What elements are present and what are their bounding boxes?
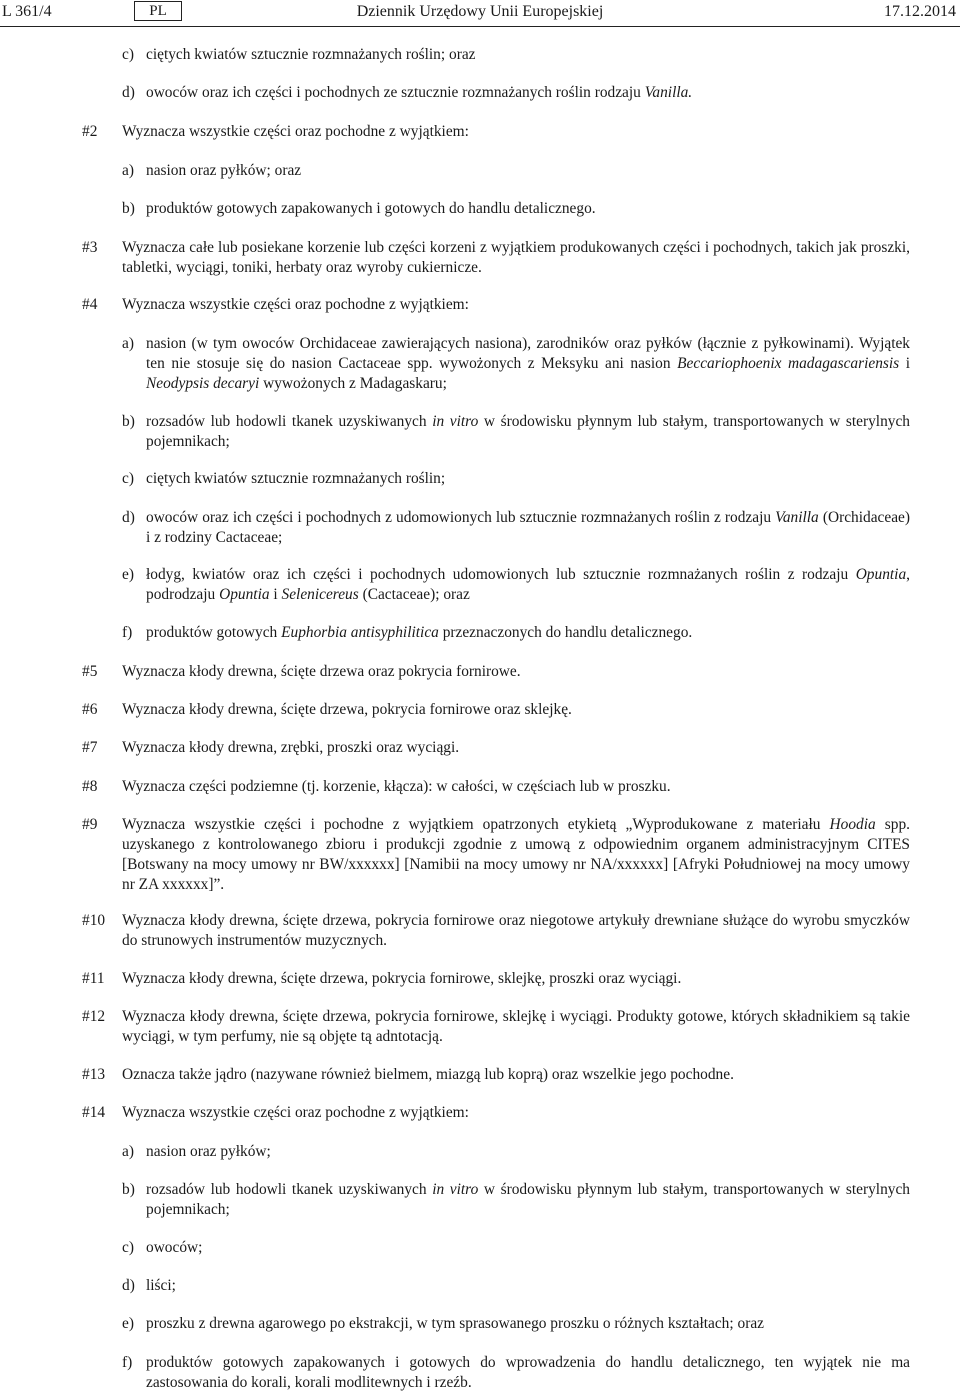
annotation-number: #2 <box>82 123 98 140</box>
annotation-text: Wyznacza wszystkie części i pochodne z wyjątkiem opatrzonych etykietą „Wyprodukowane z materiału Hoodia spp. uzyskanego z kontrolowanego zbioru i produkcji zgodnie z umową z odpowiednim organem administracyjnym CITES [Botswany na mocy umowy nr BW/xxxxxx] [Namibii na mocy umowy nr NA/xxxxxx] [Afryki Południowej na mocy umowy nr ZA xxxxxx]”. <box>122 816 910 893</box>
list-label: a) <box>122 335 134 352</box>
list-label: d) <box>122 1277 135 1294</box>
annotation-text: Wyznacza wszystkie części oraz pochodne z wyjątkiem: <box>122 296 469 313</box>
list-label: e) <box>122 566 134 583</box>
language-badge: PL <box>134 1 182 21</box>
annotation-number: #9 <box>82 816 98 833</box>
list-label: c) <box>122 46 134 63</box>
annotation-text: Wyznacza kłody drewna, ścięte drzewa oraz pokrycia fornirowe. <box>122 663 521 680</box>
list-label: c) <box>122 1239 134 1256</box>
list-item: nasion oraz pyłków; oraz <box>146 162 302 179</box>
annotation-text: Wyznacza całe lub posiekane korzenie lub części korzeni z wyjątkiem produkowanych części i pochodnych, takich jak proszki, tabletki, wyciągi, toniki, herbaty oraz wyroby cukiernicze. <box>122 239 910 276</box>
annotation-text: Wyznacza wszystkie części oraz pochodne z wyjątkiem: <box>122 1104 469 1121</box>
annotation-text: Wyznacza części podziemne (tj. korzenie, kłącza): w całości, w częściach lub w proszku. <box>122 778 671 795</box>
list-item: produktów gotowych zapakowanych i gotowych do handlu detalicznego. <box>146 200 596 217</box>
annotation-text: Wyznacza kłody drewna, zrębki, proszki oraz wyciągi. <box>122 739 460 756</box>
list-label: a) <box>122 162 134 179</box>
annotation-number: #10 <box>82 912 106 929</box>
annotation-number: #14 <box>82 1104 106 1121</box>
annotation-number: #12 <box>82 1008 106 1025</box>
list-item: nasion (w tym owoców Orchidaceae zawierających nasiona), zarodników oraz pyłków (łącznie z pyłkowinami). Wyjątek ten nie stosuje się do nasion Cactaceae spp. wywożonych z Meksyku ani nasion Beccariophoenix madagascariensis i Neodypsis decaryi wywożonych z Madagaskaru; <box>146 335 910 392</box>
list-label: a) <box>122 1143 134 1160</box>
list-item: liści; <box>146 1277 176 1294</box>
list-item: produktów gotowych Euphorbia antisyphilitica przeznaczonych do handlu detalicznego. <box>146 624 693 641</box>
list-item: nasion oraz pyłków; <box>146 1143 271 1160</box>
annotation-text: Wyznacza kłody drewna, ścięte drzewa, pokrycia fornirowe, sklejkę, proszki oraz wyciągi. <box>122 970 682 987</box>
list-item: rozsadów lub hodowli tkanek uzyskiwanych in vitro w środowisku płynnym lub stałym, transportowanych w sterylnych pojemnikach; <box>146 413 910 450</box>
list-label: d) <box>122 84 135 101</box>
annotation-text: Wyznacza kłody drewna, ścięte drzewa, pokrycia fornirowe oraz niegotowe artykuły drewniane służące do wyrobu smyczków do strunowych instrumentów muzycznych. <box>122 912 910 949</box>
list-item: owoców oraz ich części i pochodnych z udomowionych lub sztucznie rozmnażanych roślin z rodzaju Vanilla (Orchidaceae) i z rodziny Cactaceae; <box>146 509 910 546</box>
list-item: owoców; <box>146 1239 203 1256</box>
annotation-number: #11 <box>82 970 105 987</box>
annotation-number: #5 <box>82 663 98 680</box>
list-label: b) <box>122 413 135 430</box>
annotation-number: #6 <box>82 701 98 718</box>
list-item: ciętych kwiatów sztucznie rozmnażanych roślin; <box>146 470 446 487</box>
list-label: f) <box>122 1354 133 1371</box>
list-item: łodyg, kwiatów oraz ich części i pochodnych udomowionych lub sztucznie rozmnażanych roślin z rodzaju Opuntia, podrodzaju Opuntia i Selenicereus (Cactaceae); oraz <box>146 566 910 603</box>
publication-date: 17.12.2014 <box>884 3 956 20</box>
list-item: owoców oraz ich części i pochodnych ze sztucznie rozmnażanych roślin rodzaju Vanilla. <box>146 84 693 101</box>
annotation-number: #13 <box>82 1066 106 1083</box>
list-item: rozsadów lub hodowli tkanek uzyskiwanych in vitro w środowisku płynnym lub stałym, transportowanych w sterylnych pojemnikach; <box>146 1181 910 1218</box>
journal-title: Dziennik Urzędowy Unii Europejskiej <box>356 3 604 20</box>
list-label: b) <box>122 200 135 217</box>
annotation-text: Oznacza także jądro (nazywane również bielmem, miazgą lub koprą) oraz wszelkie jego pochodne. <box>122 1066 734 1083</box>
annotation-text: Wyznacza kłody drewna, ścięte drzewa, pokrycia fornirowe oraz sklejkę. <box>122 701 572 718</box>
annotation-number: #4 <box>82 296 98 313</box>
annotation-number: #8 <box>82 778 98 795</box>
list-label: e) <box>122 1315 134 1332</box>
list-label: c) <box>122 470 134 487</box>
list-label: d) <box>122 509 135 526</box>
annotation-number: #7 <box>82 739 98 756</box>
list-item: produktów gotowych zapakowanych i gotowych do wprowadzenia do handlu detalicznego, ten wyjątek nie ma zastosowania do korali, korali modlitewnych i rzeźb. <box>146 1354 910 1391</box>
annotation-text: Wyznacza kłody drewna, ścięte drzewa, pokrycia fornirowe, sklejkę i wyciągi. Produkty gotowe, których składnikiem są takie wyciągi, w tym perfumy, nie są objęte tą adntotacją. <box>122 1008 910 1045</box>
annotation-text: Wyznacza wszystkie części oraz pochodne z wyjątkiem: <box>122 123 469 140</box>
annotation-number: #3 <box>82 239 98 256</box>
page-reference: L 361/4 <box>2 3 52 20</box>
list-item: proszku z drewna agarowego po ekstrakcji, w tym sprasowanego proszku o różnych kształtach; oraz <box>146 1315 764 1332</box>
list-item: ciętych kwiatów sztucznie rozmnażanych roślin; oraz <box>146 46 476 63</box>
list-label: f) <box>122 624 133 641</box>
list-label: b) <box>122 1181 135 1198</box>
